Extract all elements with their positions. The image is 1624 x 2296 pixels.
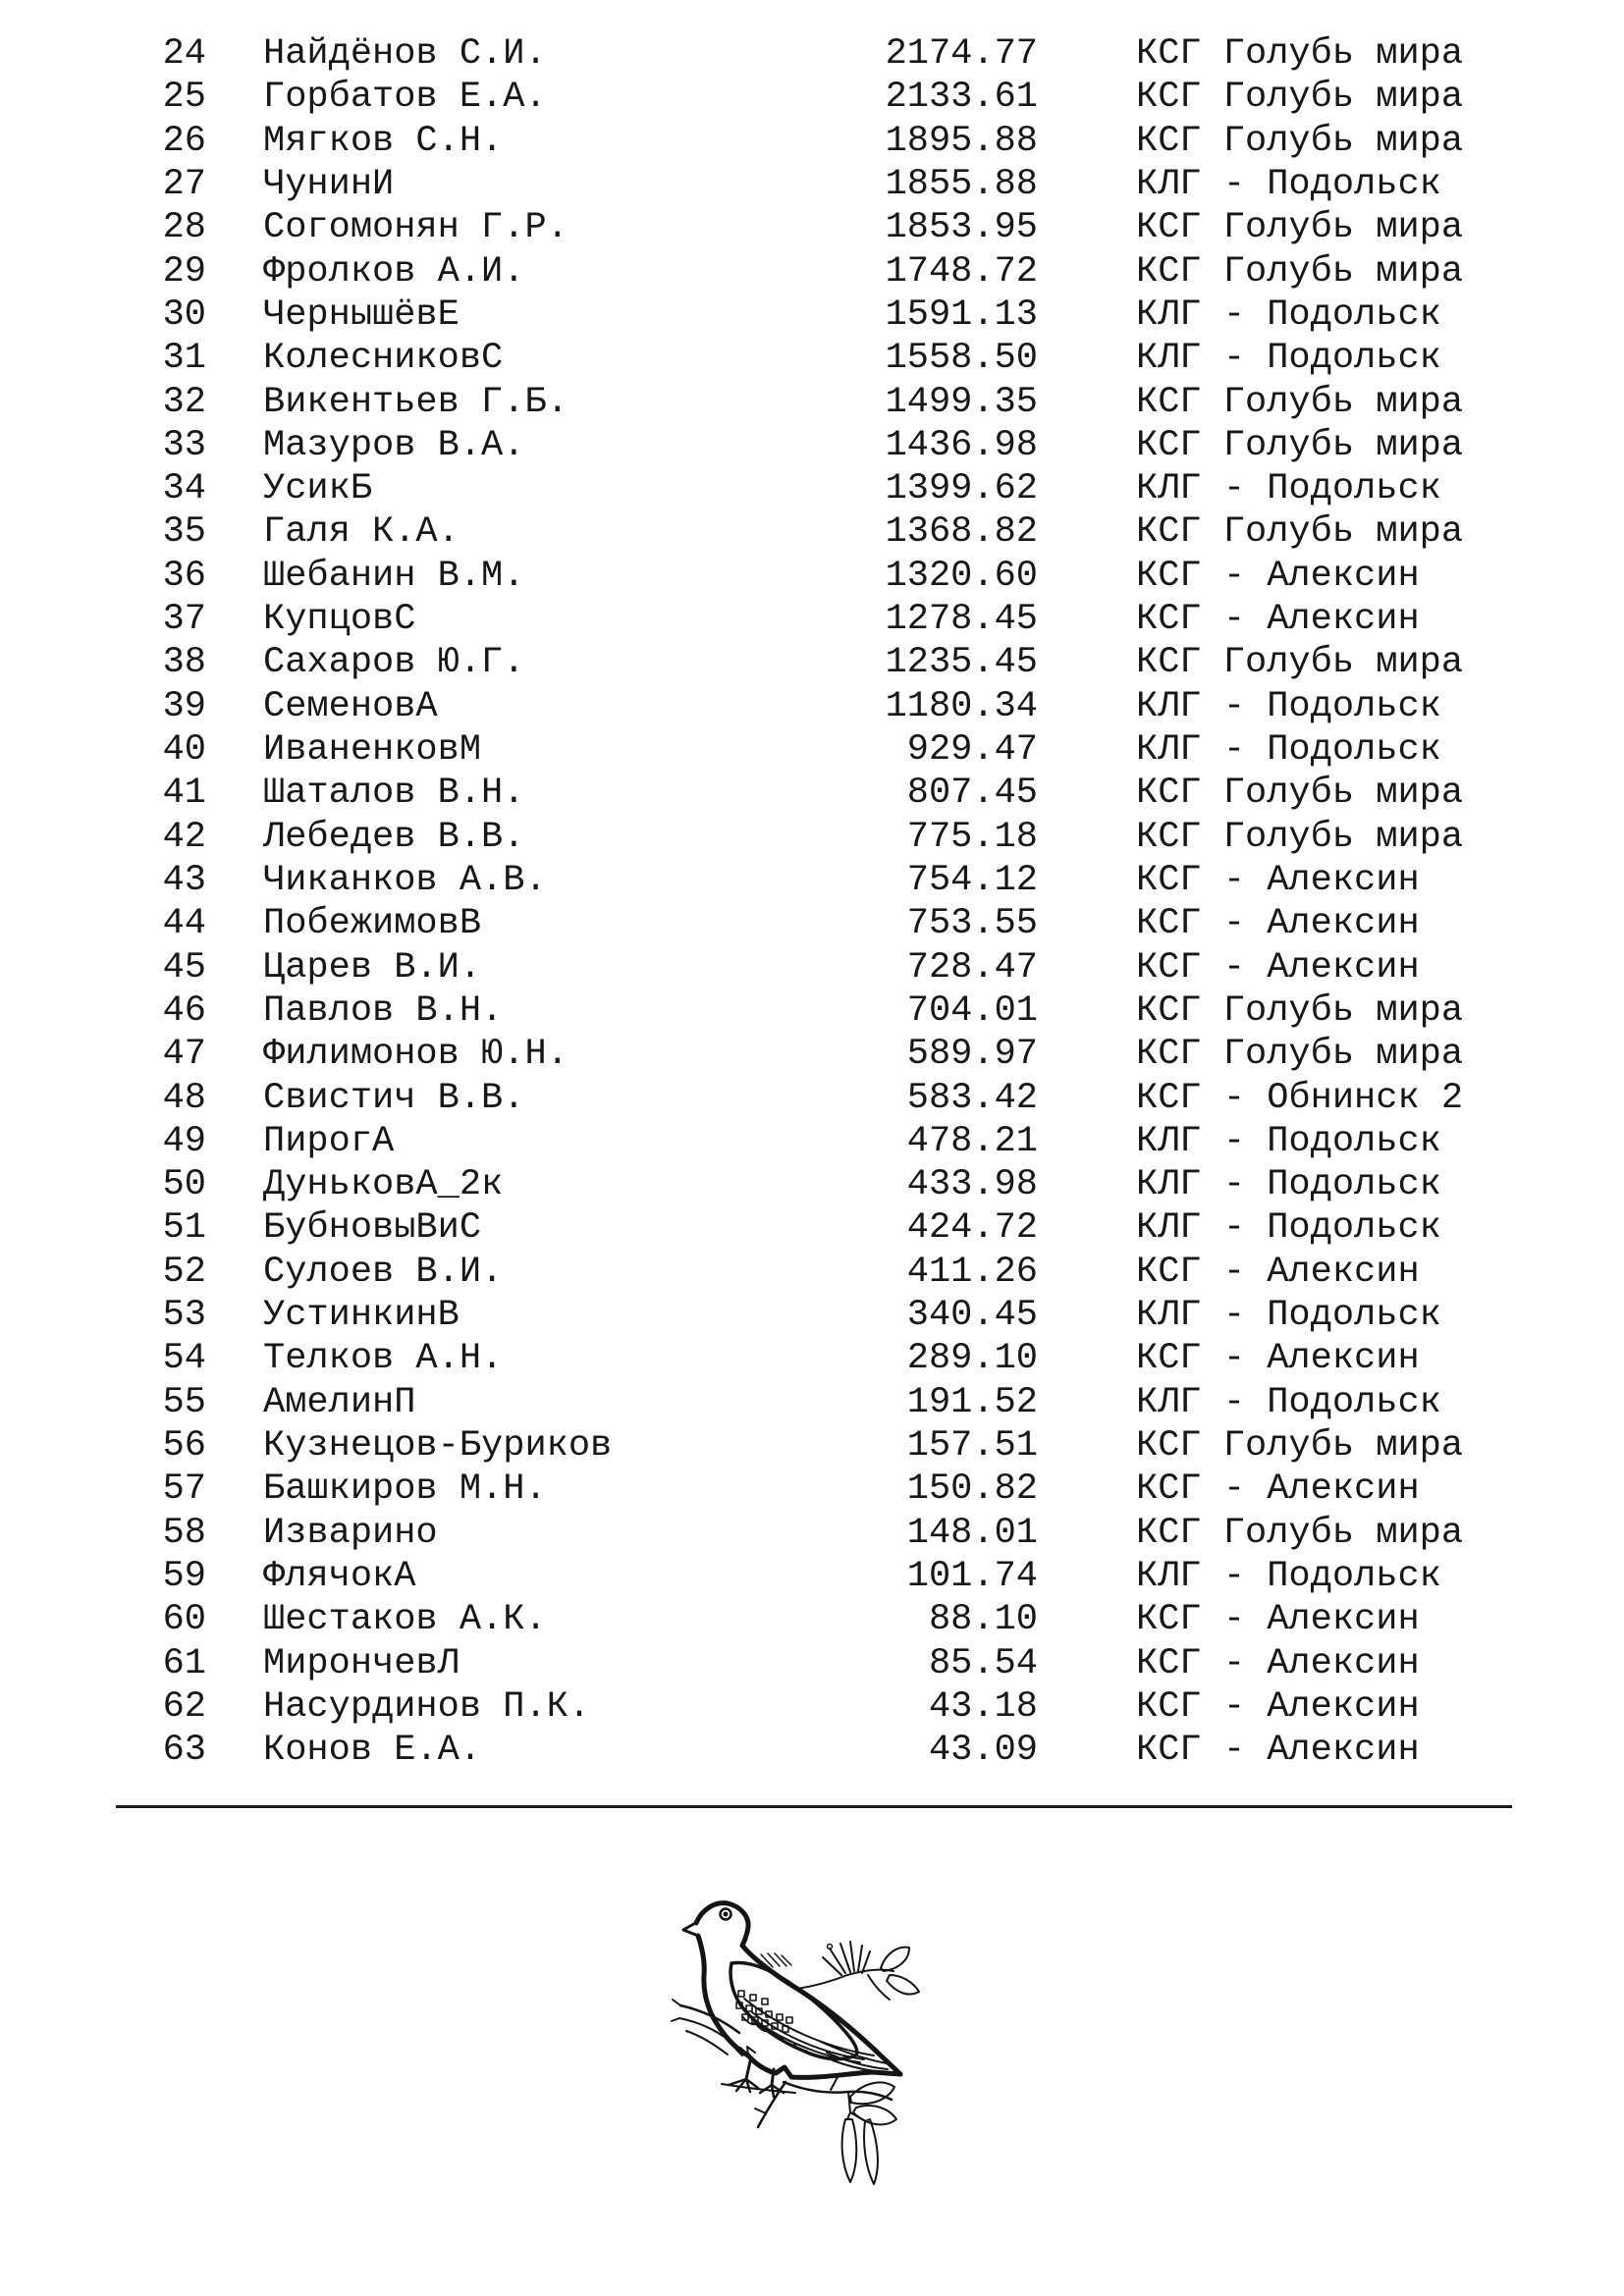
score-cell: 1895.88 — [885, 120, 1038, 162]
rank-cell: 44 — [162, 903, 206, 945]
name-cell: Сахаров Ю.Г. — [263, 642, 525, 684]
club-cell: КСГ - Алексин — [1136, 859, 1420, 901]
score-cell: 101.74 — [906, 1555, 1038, 1597]
name-cell: ПобежимовВ — [263, 903, 482, 945]
rank-cell: 54 — [162, 1338, 206, 1380]
rank-cell: 63 — [162, 1730, 206, 1772]
club-cell: КСГ Голубь мира — [1136, 381, 1464, 423]
table-row — [0, 728, 1624, 772]
rank-cell: 57 — [162, 1468, 206, 1511]
score-cell: 1436.98 — [885, 424, 1038, 466]
rank-cell: 32 — [162, 381, 206, 423]
score-cell: 1558.50 — [885, 338, 1038, 380]
club-cell: КЛГ - Подольск — [1136, 1207, 1441, 1250]
score-cell: 88.10 — [928, 1599, 1038, 1641]
separator-line — [116, 1805, 1512, 1808]
rank-cell: 55 — [162, 1381, 206, 1423]
club-cell: КСГ - Алексин — [1136, 1642, 1420, 1684]
rank-cell: 29 — [162, 250, 206, 293]
table-row — [0, 989, 1624, 1033]
table-row — [0, 902, 1624, 945]
table-row — [0, 1077, 1624, 1120]
name-cell: ЧернышёвЕ — [263, 294, 460, 336]
score-cell: 1499.35 — [885, 381, 1038, 423]
table-row — [0, 1685, 1624, 1729]
table-row — [0, 772, 1624, 815]
name-cell: Чиканков А.В. — [263, 859, 547, 901]
rank-cell: 31 — [162, 338, 206, 380]
club-cell: КСГ Голубь мира — [1136, 424, 1464, 466]
club-cell: КСГ Голубь мира — [1136, 773, 1464, 815]
score-cell: 583.42 — [906, 1077, 1038, 1119]
rank-cell: 49 — [162, 1120, 206, 1162]
club-cell: КСГ - Алексин — [1136, 1338, 1420, 1380]
name-cell: Башкиров М.Н. — [263, 1468, 547, 1511]
table-row — [0, 1424, 1624, 1468]
name-cell: Фролков А.И. — [263, 250, 525, 293]
name-cell: Павлов В.Н. — [263, 989, 504, 1032]
name-cell: МирончевЛ — [263, 1642, 460, 1684]
name-cell: Телков А.Н. — [263, 1338, 504, 1380]
club-cell: КСГ - Алексин — [1136, 946, 1420, 988]
name-cell: ДуньковА_2к — [263, 1164, 504, 1206]
club-cell: КЛГ - Подольск — [1136, 1120, 1441, 1162]
score-cell: 289.10 — [906, 1338, 1038, 1380]
name-cell: Галя К.А. — [263, 511, 460, 554]
table-row — [0, 1294, 1624, 1337]
rank-cell: 38 — [162, 642, 206, 684]
name-cell: УстинкинВ — [263, 1295, 460, 1337]
table-row — [0, 946, 1624, 989]
name-cell: ИваненковМ — [263, 729, 482, 771]
score-cell: 754.12 — [906, 859, 1038, 901]
table-row — [0, 1120, 1624, 1163]
name-cell: Изварино — [263, 1512, 438, 1554]
club-cell: КСГ - Алексин — [1136, 1251, 1420, 1293]
club-cell: КСГ Голубь мира — [1136, 33, 1464, 75]
score-cell: 43.09 — [928, 1730, 1038, 1772]
rank-cell: 58 — [162, 1512, 206, 1554]
score-cell: 43.18 — [928, 1685, 1038, 1728]
rank-cell: 26 — [162, 120, 206, 162]
table-row — [0, 1206, 1624, 1250]
name-cell: Найдёнов С.И. — [263, 33, 547, 75]
rank-cell: 61 — [162, 1642, 206, 1684]
table-row — [0, 76, 1624, 119]
rank-cell: 46 — [162, 989, 206, 1032]
club-cell: КЛГ - Подольск — [1136, 729, 1441, 771]
name-cell: Шаталов В.Н. — [263, 773, 525, 815]
club-cell: КЛГ - Подольск — [1136, 163, 1441, 205]
score-cell: 1320.60 — [885, 555, 1038, 597]
score-cell: 478.21 — [906, 1120, 1038, 1162]
name-cell: Свистич В.В. — [263, 1077, 525, 1119]
score-cell: 1180.34 — [885, 685, 1038, 727]
name-cell: СеменовА — [263, 685, 438, 727]
rank-cell: 56 — [162, 1425, 206, 1467]
score-cell: 704.01 — [906, 989, 1038, 1032]
club-cell: КСГ - Алексин — [1136, 599, 1420, 641]
rank-cell: 42 — [162, 816, 206, 858]
table-row — [0, 1555, 1624, 1598]
score-cell: 85.54 — [928, 1642, 1038, 1684]
club-cell: КЛГ - Подольск — [1136, 294, 1441, 336]
rank-cell: 47 — [162, 1034, 206, 1076]
score-cell: 157.51 — [906, 1425, 1038, 1467]
club-cell: КСГ - Алексин — [1136, 1730, 1420, 1772]
rank-cell: 33 — [162, 424, 206, 466]
table-row — [0, 1251, 1624, 1294]
table-row — [0, 381, 1624, 424]
name-cell: Насурдинов П.К. — [263, 1685, 591, 1728]
rank-cell: 28 — [162, 207, 206, 249]
name-cell: Кузнецов-Буриков — [263, 1425, 613, 1467]
club-cell: КСГ - Алексин — [1136, 1685, 1420, 1728]
pigeon-illustration — [638, 1845, 952, 2199]
table-row — [0, 510, 1624, 554]
name-cell: КупцовС — [263, 599, 416, 641]
club-cell: КСГ Голубь мира — [1136, 511, 1464, 554]
score-cell: 1368.82 — [885, 511, 1038, 554]
score-cell: 191.52 — [906, 1381, 1038, 1423]
name-cell: Мазуров В.А. — [263, 424, 525, 466]
name-cell: АмелинП — [263, 1381, 416, 1423]
table-row — [0, 598, 1624, 641]
rank-cell: 37 — [162, 599, 206, 641]
club-cell: КЛГ - Подольск — [1136, 1164, 1441, 1206]
rank-cell: 25 — [162, 77, 206, 119]
name-cell: Сулоев В.И. — [263, 1251, 504, 1293]
score-cell: 1855.88 — [885, 163, 1038, 205]
score-cell: 340.45 — [906, 1295, 1038, 1337]
table-row — [0, 1512, 1624, 1555]
score-cell: 1278.45 — [885, 599, 1038, 641]
rank-cell: 43 — [162, 859, 206, 901]
table-row — [0, 1598, 1624, 1641]
club-cell: КСГ - Алексин — [1136, 903, 1420, 945]
score-cell: 929.47 — [906, 729, 1038, 771]
club-cell: КСГ Голубь мира — [1136, 1425, 1464, 1467]
rank-cell: 52 — [162, 1251, 206, 1293]
rank-cell: 59 — [162, 1555, 206, 1597]
rank-cell: 48 — [162, 1077, 206, 1119]
club-cell: КСГ Голубь мира — [1136, 207, 1464, 249]
score-cell: 1591.13 — [885, 294, 1038, 336]
table-row — [0, 859, 1624, 902]
name-cell: Согомонян Г.Р. — [263, 207, 568, 249]
table-row — [0, 163, 1624, 206]
club-cell: КЛГ - Подольск — [1136, 468, 1441, 510]
table-row — [0, 685, 1624, 728]
rank-cell: 24 — [162, 33, 206, 75]
name-cell: КолесниковС — [263, 338, 504, 380]
club-cell: КЛГ - Подольск — [1136, 1555, 1441, 1597]
table-row — [0, 337, 1624, 380]
score-cell: 1235.45 — [885, 642, 1038, 684]
club-cell: КСГ Голубь мира — [1136, 77, 1464, 119]
table-row — [0, 1033, 1624, 1076]
rank-cell: 36 — [162, 555, 206, 597]
club-cell: КСГ Голубь мира — [1136, 989, 1464, 1032]
score-cell: 2174.77 — [885, 33, 1038, 75]
score-cell: 589.97 — [906, 1034, 1038, 1076]
rank-cell: 62 — [162, 1685, 206, 1728]
table-row — [0, 816, 1624, 859]
name-cell: Шестаков А.К. — [263, 1599, 547, 1641]
name-cell: Лебедев В.В. — [263, 816, 525, 858]
score-cell: 1748.72 — [885, 250, 1038, 293]
name-cell: Шебанин В.М. — [263, 555, 525, 597]
club-cell: КСГ - Обнинск 2 — [1136, 1077, 1464, 1119]
score-cell: 1853.95 — [885, 207, 1038, 249]
name-cell: ЧунинИ — [263, 163, 395, 205]
rank-cell: 60 — [162, 1599, 206, 1641]
club-cell: КСГ Голубь мира — [1136, 642, 1464, 684]
club-cell: КСГ Голубь мира — [1136, 1034, 1464, 1076]
club-cell: КСГ - Алексин — [1136, 1468, 1420, 1511]
name-cell: Царев В.И. — [263, 946, 482, 988]
table-row — [0, 32, 1624, 76]
club-cell: КСГ - Алексин — [1136, 1599, 1420, 1641]
rank-cell: 50 — [162, 1164, 206, 1206]
score-cell: 807.45 — [906, 773, 1038, 815]
club-cell: КЛГ - Подольск — [1136, 685, 1441, 727]
table-row — [0, 206, 1624, 249]
score-cell: 775.18 — [906, 816, 1038, 858]
rank-cell: 27 — [162, 163, 206, 205]
score-cell: 150.82 — [906, 1468, 1038, 1511]
table-row — [0, 250, 1624, 294]
name-cell: Горбатов Е.А. — [263, 77, 547, 119]
table-row — [0, 1337, 1624, 1380]
name-cell: Мягков С.Н. — [263, 120, 504, 162]
rank-cell: 40 — [162, 729, 206, 771]
rank-cell: 39 — [162, 685, 206, 727]
club-cell: КСГ Голубь мира — [1136, 120, 1464, 162]
club-cell: КСГ - Алексин — [1136, 555, 1420, 597]
score-cell: 424.72 — [906, 1207, 1038, 1250]
name-cell: ФлячокА — [263, 1555, 416, 1597]
table-row — [0, 1468, 1624, 1511]
score-cell: 1399.62 — [885, 468, 1038, 510]
club-cell: КСГ Голубь мира — [1136, 816, 1464, 858]
table-row — [0, 555, 1624, 598]
score-cell: 728.47 — [906, 946, 1038, 988]
club-cell: КСГ Голубь мира — [1136, 250, 1464, 293]
table-row — [0, 424, 1624, 467]
name-cell: ПирогА — [263, 1120, 395, 1162]
club-cell: КЛГ - Подольск — [1136, 1295, 1441, 1337]
table-row — [0, 294, 1624, 337]
score-cell: 411.26 — [906, 1251, 1038, 1293]
rank-cell: 34 — [162, 468, 206, 510]
table-row — [0, 1642, 1624, 1685]
score-cell: 433.98 — [906, 1164, 1038, 1206]
table-row — [0, 1729, 1624, 1772]
table-row — [0, 120, 1624, 163]
table-row — [0, 467, 1624, 510]
name-cell: БубновыВиС — [263, 1207, 482, 1250]
score-cell: 753.55 — [906, 903, 1038, 945]
rank-cell: 45 — [162, 946, 206, 988]
rank-cell: 41 — [162, 773, 206, 815]
score-cell: 2133.61 — [885, 77, 1038, 119]
table-row — [0, 1381, 1624, 1424]
name-cell: Конов Е.А. — [263, 1730, 482, 1772]
rank-cell: 51 — [162, 1207, 206, 1250]
rank-cell: 35 — [162, 511, 206, 554]
name-cell: Филимонов Ю.Н. — [263, 1034, 568, 1076]
club-cell: КСГ Голубь мира — [1136, 1512, 1464, 1554]
table-row — [0, 1163, 1624, 1206]
score-cell: 148.01 — [906, 1512, 1038, 1554]
rank-cell: 30 — [162, 294, 206, 336]
name-cell: УсикБ — [263, 468, 373, 510]
club-cell: КЛГ - Подольск — [1136, 1381, 1441, 1423]
name-cell: Викентьев Г.Б. — [263, 381, 568, 423]
table-row — [0, 641, 1624, 684]
club-cell: КЛГ - Подольск — [1136, 338, 1441, 380]
rank-cell: 53 — [162, 1295, 206, 1337]
